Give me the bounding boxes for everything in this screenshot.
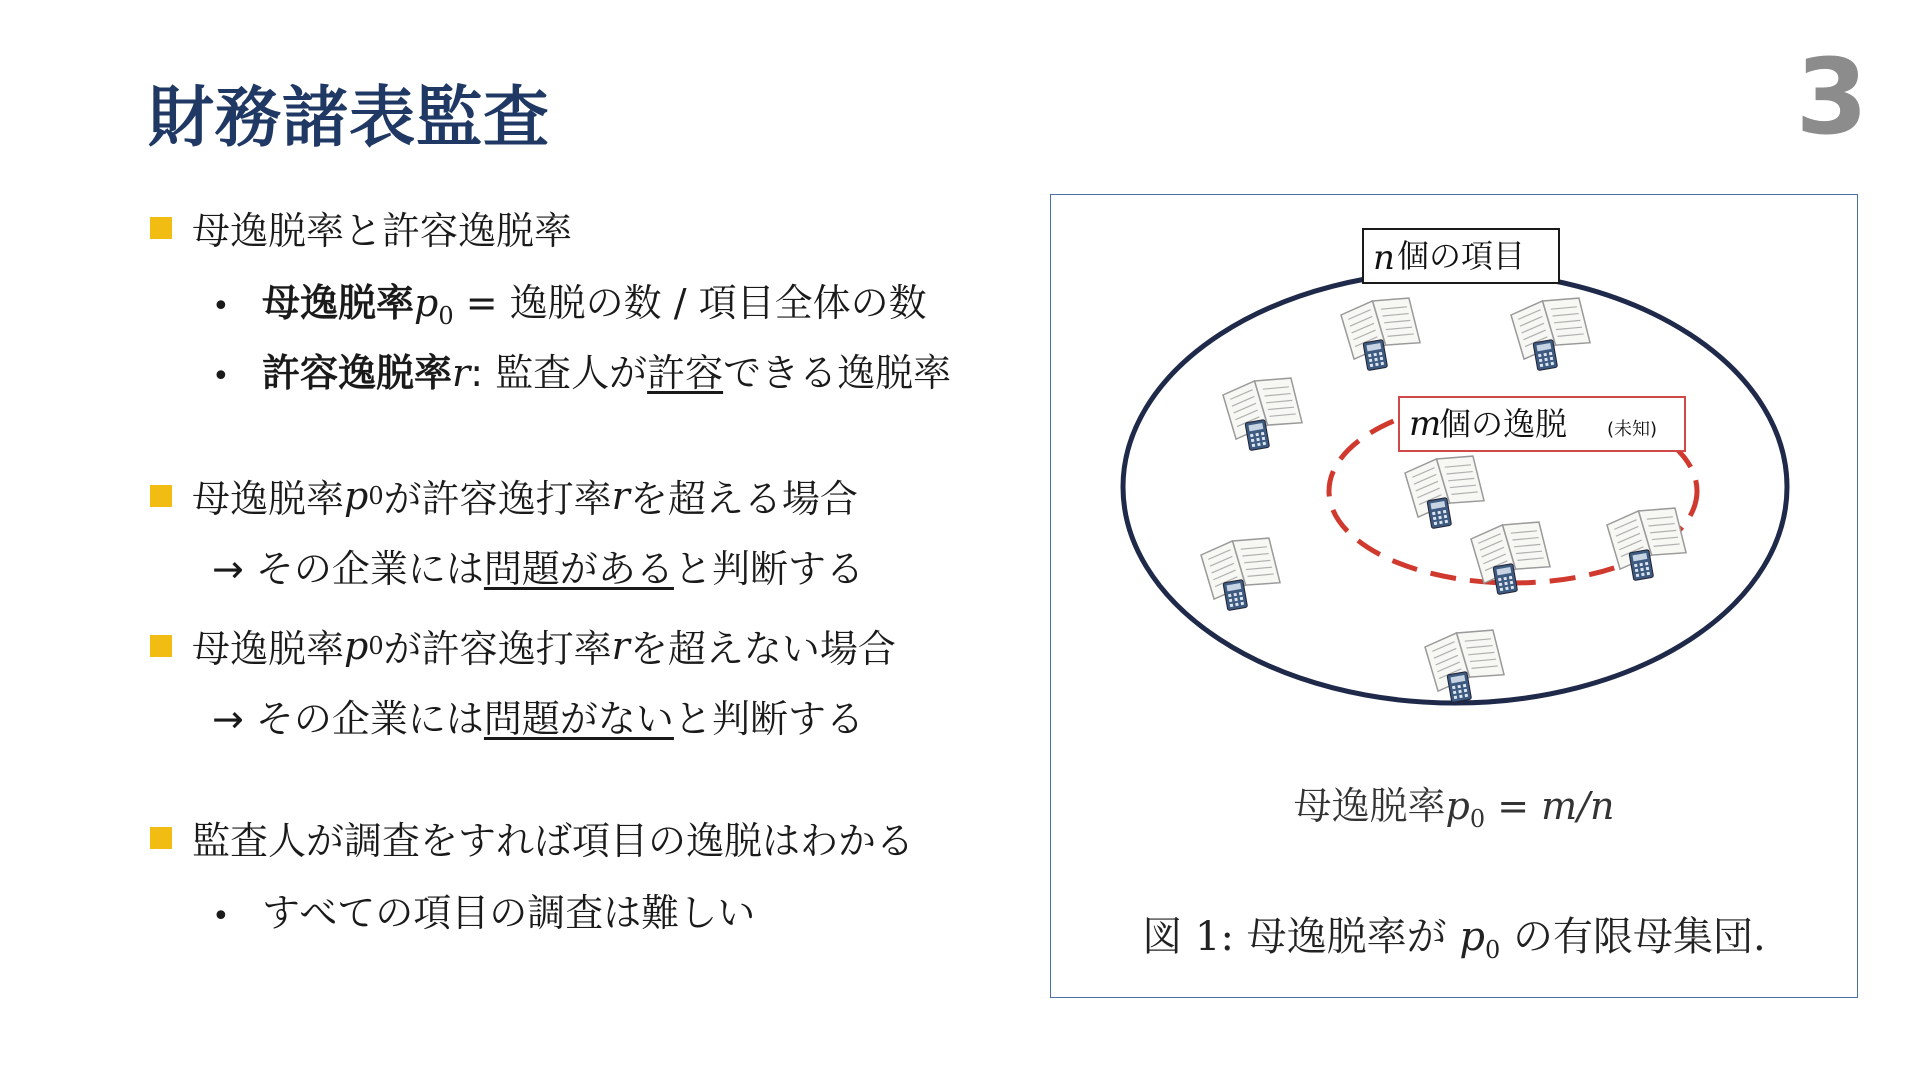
- m-label-note: (未知): [1607, 419, 1658, 440]
- bullet-square-icon: [150, 827, 172, 849]
- subscript: 0: [368, 631, 384, 660]
- caption-subscript: 0: [1484, 936, 1501, 964]
- sub-item-population-rate: [212, 272, 927, 330]
- text-c: を超えない場合: [629, 627, 896, 671]
- ledger-calculator-icon: [1404, 450, 1485, 528]
- symbol-r: r: [611, 623, 630, 668]
- page-title: 財務諸表監査: [148, 79, 550, 156]
- bullet-not-exceeds: [150, 618, 896, 673]
- n-label-text: 個の項目: [1397, 237, 1526, 275]
- ledger-calculator-icon: [1340, 292, 1421, 370]
- definition-a: : 監査人が: [470, 351, 648, 395]
- bullet-square-icon: [150, 635, 172, 657]
- bullet-square-icon: [150, 217, 172, 239]
- figure-caption: [1051, 905, 1857, 964]
- symbol: p: [344, 473, 369, 518]
- arrow-text: → その企業には: [212, 547, 484, 591]
- bullet-text: 母逸脱率と許容逸脱率: [192, 209, 573, 253]
- symbol: p: [344, 623, 369, 668]
- conclusion-exceeds: [212, 538, 864, 593]
- formula-subscript: 0: [1469, 805, 1486, 833]
- underlined-text: 問題がない: [483, 697, 674, 741]
- term: 母逸脱率: [262, 281, 415, 325]
- m-label-math: m: [1409, 404, 1442, 444]
- page-number: 3: [1795, 36, 1868, 158]
- subscript: 0: [368, 481, 384, 510]
- dot-icon: •: [212, 289, 230, 324]
- text-a: 母逸脱率: [192, 627, 345, 671]
- bullet-text: 監査人が調査をすれば項目の逸脱はわかる: [192, 819, 915, 863]
- n-label-math: n: [1373, 238, 1395, 278]
- bullet-square-icon: [150, 485, 172, 507]
- caption-a: 図 1: 母逸脱率が: [1142, 914, 1460, 960]
- symbol: p: [414, 281, 439, 325]
- population-figure: [1050, 194, 1858, 998]
- rest-text: と判断する: [673, 547, 864, 591]
- sub-item-tolerable-rate: [212, 342, 951, 397]
- caption-symbol: p: [1459, 914, 1485, 960]
- deviation-rate-formula: [1051, 775, 1857, 833]
- ledger-calculator-icon: [1510, 292, 1591, 370]
- text-a: 母逸脱率: [192, 477, 345, 521]
- conclusion-not-exceeds: [212, 688, 864, 743]
- ledger-calculator-icon: [1222, 372, 1303, 450]
- underlined-text: 問題がある: [483, 547, 674, 591]
- formula-text: 母逸脱率: [1293, 784, 1446, 828]
- ledger-calculator-icon: [1424, 624, 1505, 702]
- formula-rest: = m/n: [1485, 784, 1615, 828]
- subscript: 0: [438, 302, 454, 330]
- bullet-deviation-rates: [150, 200, 572, 255]
- ledger-calculator-icon: [1200, 532, 1281, 610]
- term: 許容逸脱率: [262, 351, 453, 395]
- formula-symbol: p: [1445, 784, 1470, 828]
- text-c: を超える場合: [629, 477, 858, 521]
- text-b: が許容逸打率: [383, 477, 612, 521]
- ledger-calculator-icon: [1606, 502, 1687, 580]
- bullet-audit-investigation: [150, 810, 914, 865]
- population-diagram: [1051, 195, 1859, 755]
- underlined-word: 許容: [647, 351, 724, 395]
- dot-icon: •: [212, 359, 230, 394]
- dot-icon: •: [212, 899, 230, 934]
- m-label-text: 個の逸脱: [1439, 405, 1568, 443]
- sub-item-difficulty: [212, 882, 755, 937]
- sub-text: すべての項目の調査は難しい: [262, 891, 756, 935]
- definition-b: できる逸脱率: [723, 351, 952, 395]
- arrow-text: → その企業には: [212, 697, 484, 741]
- bullet-exceeds: [150, 468, 858, 523]
- caption-b: の有限母集団.: [1500, 914, 1766, 960]
- definition: = 逸脱の数 / 項目全体の数: [453, 281, 927, 325]
- symbol: r: [452, 351, 471, 395]
- symbol-r: r: [611, 473, 630, 518]
- rest-text: と判断する: [673, 697, 864, 741]
- text-b: が許容逸打率: [383, 627, 612, 671]
